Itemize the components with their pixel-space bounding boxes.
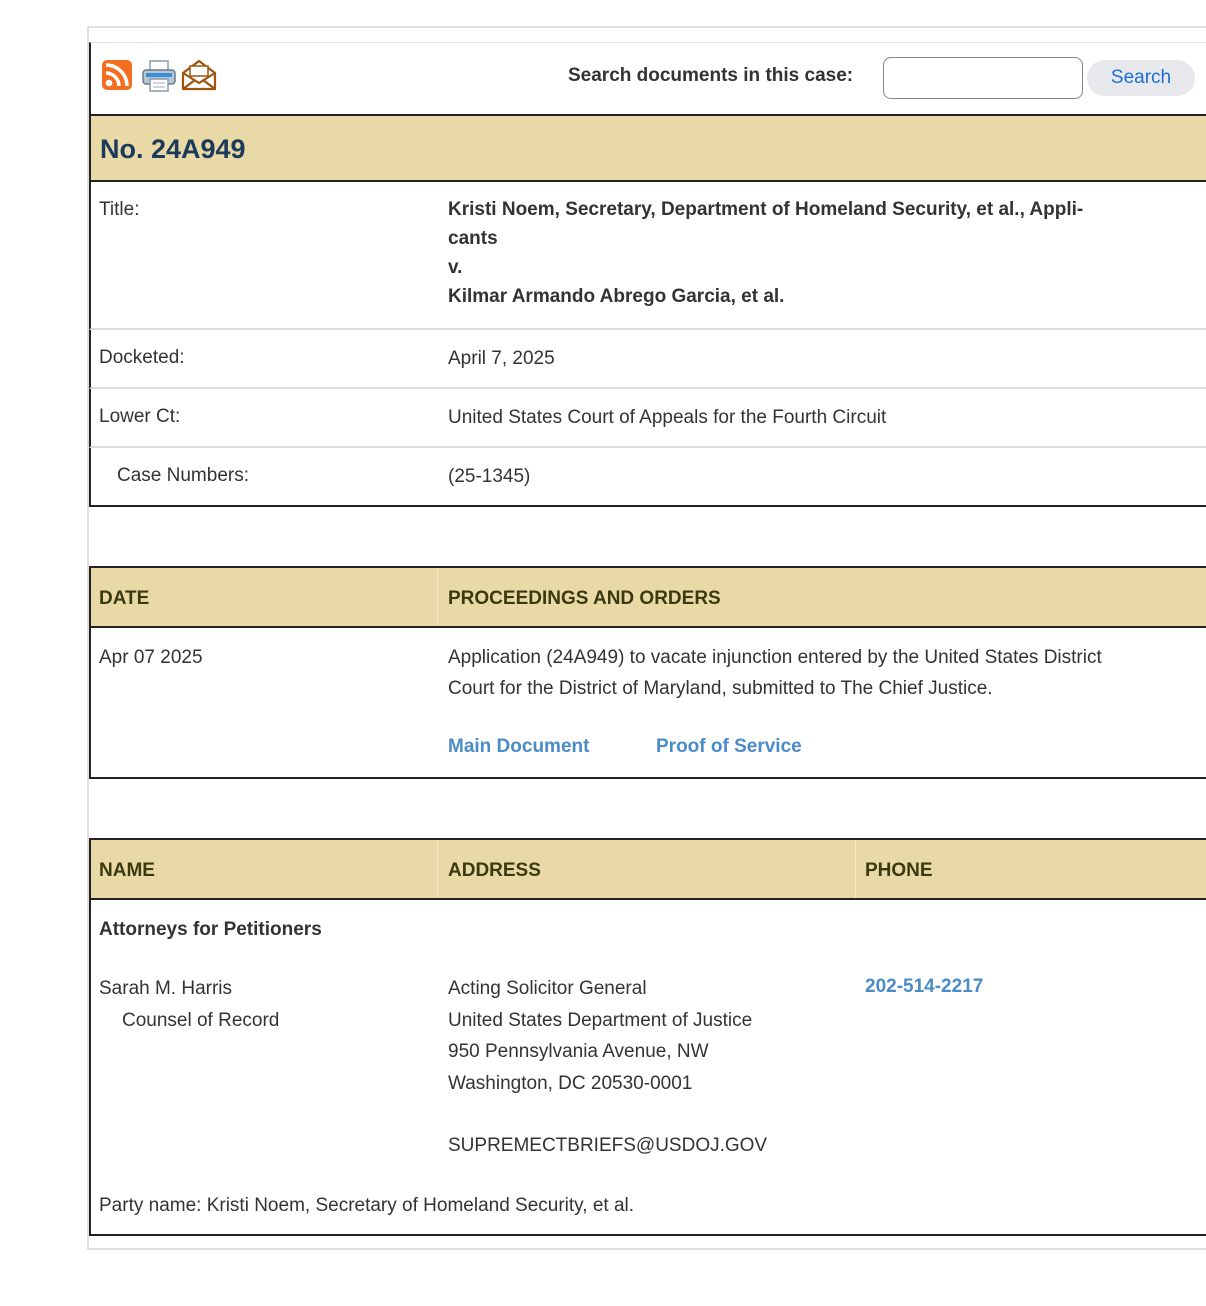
toolbar — [89, 42, 1206, 115]
case-numbers-row — [89, 448, 1206, 507]
address-line-4: Washington, DC 20530-0001 — [448, 1073, 693, 1094]
rss-icon[interactable] — [101, 59, 135, 93]
lower-court-row — [89, 389, 1206, 448]
docketed-row — [89, 330, 1206, 389]
title-line-1: Kristi Noem, Secretary, Department of Homeland Security, et al., Appli- — [448, 199, 1084, 220]
case-number: No. 24A949 — [100, 134, 246, 164]
contacts-header — [89, 838, 1206, 900]
proceedings-column-header: PROCEEDINGS AND ORDERS — [448, 588, 721, 609]
lower-court-label: Lower Ct: — [99, 406, 181, 427]
proceedings-header — [89, 566, 1206, 628]
date-column-header: DATE — [99, 588, 150, 609]
title-row — [89, 182, 1206, 330]
search-label: Search documents in this case: — [568, 65, 854, 86]
column-divider — [437, 568, 438, 626]
attorney-role: Counsel of Record — [122, 1010, 280, 1031]
address-line-2: United States Department of Justice — [448, 1010, 753, 1031]
entry-date: Apr 07 2025 — [99, 647, 203, 668]
entry-text-line-2: Court for the District of Maryland, submitted to The Chief Justice. — [448, 678, 993, 699]
name-column-header: NAME — [99, 860, 155, 881]
case-header — [89, 114, 1206, 182]
email-icon[interactable] — [181, 59, 215, 93]
address-line-3: 950 Pennsylvania Avenue, NW — [448, 1041, 709, 1062]
phone-column-header: PHONE — [865, 860, 933, 881]
title-line-2: cants — [448, 228, 498, 249]
contacts-body — [89, 900, 1206, 1236]
entry-text-line-1: Application (24A949) to vacate injunction entered by the United States District — [448, 647, 1102, 668]
column-divider — [437, 840, 438, 898]
attorney-name: Sarah M. Harris — [99, 978, 233, 999]
attorney-email[interactable]: SUPREMECTBRIEFS@USDOJ.GOV — [448, 1135, 768, 1156]
attorney-phone-link[interactable]: 202-514-2217 — [865, 976, 984, 997]
search-input[interactable] — [883, 57, 1083, 99]
party-name: Party name: Kristi Noem, Secretary of Homeland Security, et al. — [99, 1195, 635, 1216]
title-line-4: Kilmar Armando Abrego Garcia, et al. — [448, 286, 785, 307]
address-line-1: Acting Solicitor General — [448, 978, 647, 999]
toolbar-icons — [101, 59, 215, 93]
attorney-group-title: Attorneys for Petitioners — [99, 919, 322, 940]
title-line-3: v. — [448, 257, 463, 278]
column-divider — [855, 840, 856, 898]
case-numbers-value: (25-1345) — [448, 466, 531, 487]
docketed-value: April 7, 2025 — [448, 348, 555, 369]
lower-court-value: United States Court of Appeals for the Fourth Circuit — [448, 407, 887, 428]
case-numbers-label: Case Numbers: — [117, 465, 249, 486]
printer-icon[interactable] — [141, 59, 175, 93]
search-button[interactable]: Search — [1087, 60, 1195, 96]
case-title — [448, 195, 1083, 311]
address-column-header: ADDRESS — [448, 860, 541, 881]
proof-of-service-link[interactable]: Proof of Service — [656, 736, 802, 757]
docketed-label: Docketed: — [99, 347, 185, 368]
main-document-link[interactable]: Main Document — [448, 736, 590, 757]
proceedings-entry — [89, 628, 1206, 779]
title-label: Title: — [99, 199, 140, 220]
